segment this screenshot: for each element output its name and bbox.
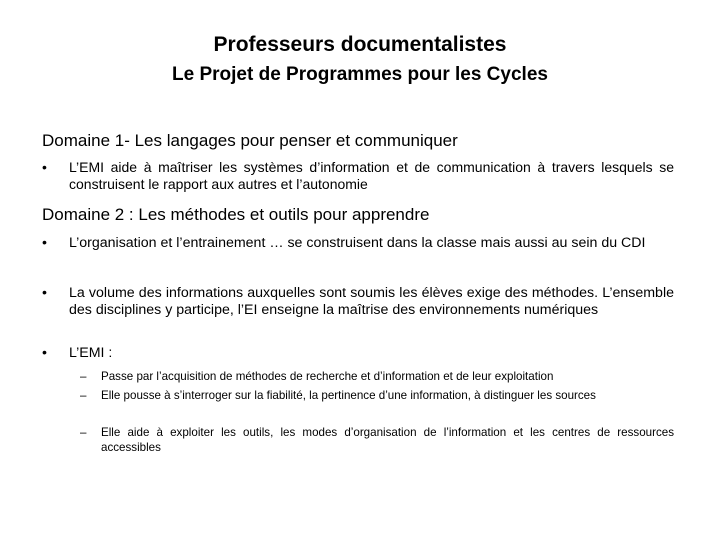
domaine-2-bullet-3	[42, 345, 674, 362]
bullet-marker: •	[42, 235, 47, 251]
domaine-2-heading: Domaine 2 : Les méthodes et outils pour apprendre	[42, 205, 430, 224]
emi-sub-item-1	[80, 370, 674, 385]
domaine-2-bullet-1	[42, 235, 674, 252]
slide-subtitle: Le Projet de Programmes pour les Cycles	[172, 64, 548, 85]
dash-marker: –	[80, 426, 87, 439]
bullet-text: La volume des informations auxquelles sont soumis les élèves exige des méthodes. L’ensemble des disciplines y participe, l’EI enseigne la maîtrise des environnements numériques	[69, 285, 674, 318]
sub-item-text: Elle aide à exploiter les outils, les modes d’organisation de l’information et les centres de ressources accessibles	[101, 426, 674, 454]
bullet-marker: •	[42, 345, 47, 361]
domaine-1-heading: Domaine 1- Les langages pour penser et communiquer	[42, 131, 458, 150]
bullet-marker: •	[42, 159, 47, 175]
domaine-1-bullet	[42, 159, 674, 193]
emi-sub-item-3	[80, 426, 674, 455]
dash-marker: –	[80, 389, 87, 402]
sub-item-text: Elle pousse à s’interroger sur la fiabilité, la pertinence d’une information, à distinguer les sources	[101, 389, 596, 402]
slide-title: Professeurs documentalistes	[213, 33, 507, 56]
dash-marker: –	[80, 370, 87, 383]
bullet-text: L’organisation et l’entrainement … se construisent dans la classe mais aussi au sein du CDI	[69, 235, 646, 251]
emi-sub-item-2	[80, 389, 674, 404]
domaine-2-bullet-2	[42, 285, 674, 319]
sub-item-text: Passe par l’acquisition de méthodes de recherche et d’information et de leur exploitation	[101, 370, 554, 383]
bullet-marker: •	[42, 285, 47, 301]
bullet-text: L’EMI :	[69, 345, 113, 361]
bullet-text: L’EMI aide à maîtriser les systèmes d’information et de communication à travers lesquels se construisent le rapport aux autres et l’autonomie	[69, 159, 674, 192]
